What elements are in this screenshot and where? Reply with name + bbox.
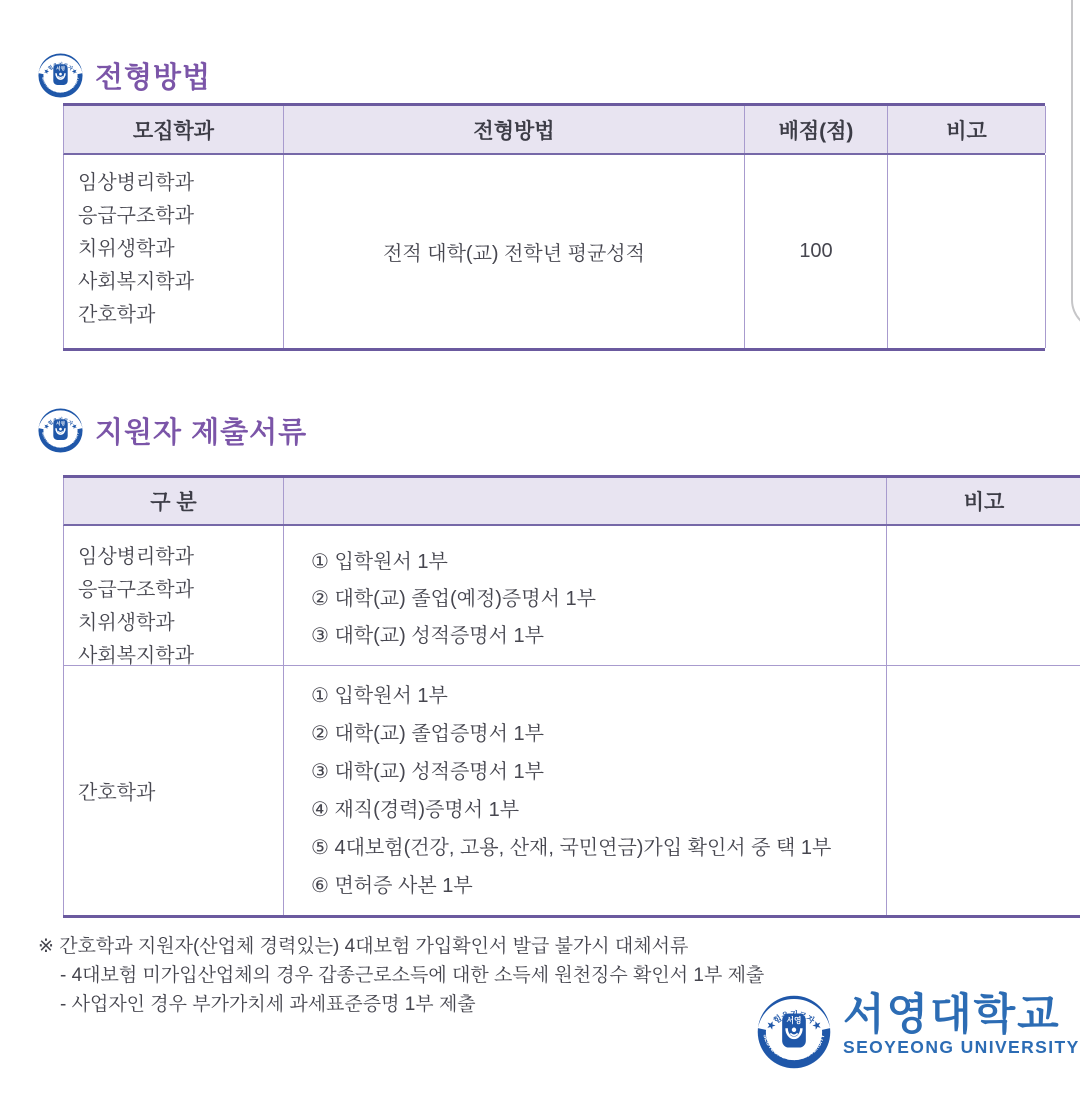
table-row — [63, 155, 1045, 348]
table-row — [63, 666, 1080, 915]
section-title: 지원자 제출서류 — [95, 417, 308, 449]
note-cell — [888, 155, 1046, 348]
section-title: 전형방법 — [95, 62, 212, 94]
department-item: 임상병리학과 — [78, 172, 194, 194]
departments-cell — [64, 155, 284, 348]
admission-method-table — [63, 103, 1045, 351]
table-header-row — [63, 478, 1080, 526]
document-item: ② 대학(교) 졸업(예정)증명서 1부 — [311, 588, 596, 610]
department-item: 사회복지학과 — [78, 271, 194, 293]
note-cell — [887, 526, 1080, 673]
footnote-main: ※ 간호학과 지원자(산업체 경력있는) 4대보험 가입확인서 발급 불가시 대체서류 — [38, 936, 689, 957]
panel-corner-edge — [1071, 0, 1080, 330]
footnotes — [38, 932, 764, 1019]
university-seal-icon — [38, 408, 83, 453]
document-item: ③ 대학(교) 성적증명서 1부 — [311, 625, 544, 647]
column-header-method: 전형방법 — [284, 106, 745, 153]
department-item: 응급구조학과 — [78, 205, 194, 227]
university-name-english: SEOYEONG UNIVERSITY — [843, 1037, 1080, 1057]
department-item: 사회복지학과 — [78, 645, 194, 667]
footnote-sub: - 4대보험 미가입산업체의 경우 갑종근로소득에 대한 소득세 원천징수 확인서 1부 제출 — [60, 965, 765, 986]
document-item: ④ 재직(경력)증명서 1부 — [311, 798, 520, 821]
department-item: 치위생학과 — [78, 238, 175, 260]
document-item: ③ 대학(교) 성적증명서 1부 — [311, 760, 544, 783]
note-cell — [887, 666, 1080, 915]
column-header-departments: 모집학과 — [64, 106, 284, 153]
university-name-korean: 서영대학교 — [843, 991, 1061, 1039]
university-seal-icon — [38, 53, 83, 98]
departments-cell — [64, 526, 284, 673]
footnote-sub: - 사업자인 경우 부가가치세 과세표준증명 1부 제출 — [60, 994, 476, 1015]
column-header-note: 비고 — [887, 478, 1080, 524]
department-item: 간호학과 — [78, 304, 156, 326]
department-item: 임상병리학과 — [78, 546, 194, 568]
departments-cell: 간호학과 — [64, 666, 284, 915]
column-header-score: 배점(점) — [745, 106, 888, 153]
document-item: ① 입학원서 1부 — [311, 684, 448, 707]
document-item: ⑥ 면허증 사본 1부 — [311, 874, 473, 897]
document-item: ② 대학(교) 졸업증명서 1부 — [311, 722, 544, 745]
department-item: 응급구조학과 — [78, 579, 194, 601]
document-item: ⑤ 4대보험(건강, 고용, 산재, 국민연금)가입 확인서 중 택 1부 — [311, 836, 832, 859]
method-cell: 전적 대학(교) 전학년 평균성적 — [284, 155, 745, 348]
submission-documents-table — [63, 475, 1080, 918]
university-logo — [757, 991, 1080, 1069]
university-seal-icon — [757, 995, 831, 1069]
department-item: 치위생학과 — [78, 612, 175, 634]
score-cell: 100 — [745, 155, 888, 348]
section-header-admission-method — [38, 53, 211, 98]
column-header-category: 구 분 — [64, 478, 284, 524]
document-item: ① 입학원서 1부 — [311, 551, 448, 573]
documents-cell — [284, 526, 887, 673]
column-header-documents — [284, 478, 887, 524]
section-header-submission-documents — [38, 408, 307, 453]
documents-cell — [284, 666, 887, 915]
table-row — [63, 526, 1080, 666]
table-header-row — [63, 106, 1045, 155]
column-header-note: 비고 — [888, 106, 1046, 153]
